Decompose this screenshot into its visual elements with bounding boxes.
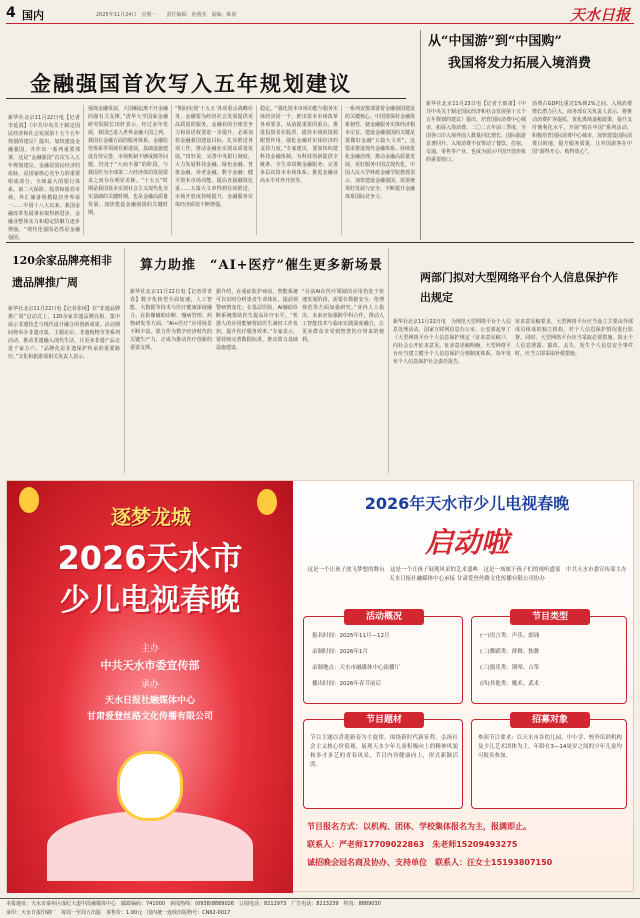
column-divider bbox=[341, 105, 342, 235]
article1-column-2: 强现金融发展，大国崛起离不开金融的强有力支撑。”清华大学国家金融研究院院长田轩表示，经过多年发展，我国已进入世界金融大国之列，我国在金融方面的服务体系、金融监管体系等领域有新进展。基础设施建设有待完善，市场机制不够成熟等问题。仍处于“大而不强”的阶段，与我国作为全球第二大经济体的发展要求之间存在明显差距。“十五五”时期是我国基本实现社会主义现代化夯实基础的关键时期，也是金融高质量发展、加快建设金融强国的关键时期。 bbox=[88, 106, 169, 216]
article4-headline: 两部门拟对大型网络平台个人信息保护作出规定 bbox=[420, 271, 618, 304]
program-type-row: (一)语言类：声乐、朗诵 bbox=[480, 633, 540, 639]
article1-rule bbox=[6, 98, 406, 99]
organizer-label: 承办 bbox=[140, 680, 159, 690]
column-divider bbox=[388, 248, 389, 473]
lantern-decoration bbox=[19, 487, 39, 513]
activity-overview-row: 录制时间：2026年1月 bbox=[312, 649, 368, 655]
article2-headline: 120余家品牌亮相非遗品牌推广周 bbox=[12, 254, 112, 289]
program-types-title: 节目类型 bbox=[510, 609, 590, 625]
contact-line-1: 联系人：严老师17709022863 朱老师15209493275 bbox=[307, 840, 518, 849]
masthead bbox=[6, 4, 634, 24]
activity-overview-row: 录制地点：天水市融媒体中心演播厅 bbox=[312, 665, 401, 671]
date-line: 2025年11月24日 星期一 责任编辑：孙燕杰 版编：陈娟 bbox=[96, 12, 237, 18]
article1-column-5: 一系列安排部署着金融强国建设的关键核心。中国要保持金融体系韧性，使金融服务实体经济根本宗旨。建设金融强国的关键是要做好金融“五篇大文章”，这要求推进现代金融体系、持续优化金融治理，推动金融高质量发展，更好服务中国式现代化。中国人民大学财政金融学院教授表示，加快建设金融强国，需要统筹好发展与安全，不断提升金融体系国际竞争力。 bbox=[345, 106, 416, 200]
kickoff-banner: 启动啦 bbox=[424, 526, 509, 559]
column-divider bbox=[171, 105, 172, 235]
article3-column-3: “目前AI在医疗领域的应用仍处于快速发展阶段，需要在数据安全、伦理规范等方面加强研究。”业内人士指出，未来应加强跨学科合作，推动人工智能技术与临床实践深度融合，让更多群众享受到智慧医疗带来的便利。 bbox=[302, 289, 384, 343]
program-theme-body: 节目主题以喜迎新春为主旋律，围绕新时代新征程，弘扬社会主义核心价值观，展现天水少年儿童积极向上的精神风貌和多才多艺的青春风采，节目内容健康向上，形式新颖活泼。 bbox=[310, 735, 458, 768]
article4-column-1: 新华社北京11月22日电 为规范大型网络平台个人信息处理活动，国家互联网信息办公室、公安部起草了《大型网络平台个人信息保护规定（征求意见稿）》，向社会公开征求意见。征求意见稿明确，大型网络平台应当建立健全个人信息保护合规制度体系，每年发布个人信息保护社会责任报告。 bbox=[393, 319, 511, 365]
gala-key-visual bbox=[7, 481, 293, 893]
footer-line-2: 承印：天水日报印刷厂 每周一至周五出版 零售价：1.00元 国内统一连续出版物号：CN62-0017 bbox=[6, 910, 231, 916]
organizer-name-2: 甘肃爱登丝路文化传播有限公司 bbox=[86, 712, 213, 722]
activity-overview-box bbox=[303, 612, 463, 704]
article1-column-1: 新华社北京11月22日电【记者李延霞】《中共中央关于制定国民经济和社会发展第十五个五年规划的建议》提出，加快建设金融强国。并作出一系列重要部署。这是“金融强国”首次写入五年规划建议。金融是国民经济的血脉，是国家核心竞争力的重要组成部分。全球最大的银行体系，第二大保险、股票和债券市场，外汇储备规模稳居世界第一……中国十八大以来，我国金融改革发展事业取得新进步，金融业整体实力和稳定防御力逐步增强。“现代化强国必然是金融强国。 bbox=[8, 115, 80, 241]
gala-title-year: 2026天水市 bbox=[57, 539, 243, 577]
footer-line-1: 本报地址：天水市秦州区成纪大道中段融媒体中心 邮政编码：741000 新闻热线：(0938)8889026 订阅电话：8212973 广告电话：8213239 传真：8889030 bbox=[6, 901, 381, 907]
kids-gala-advertisement bbox=[6, 480, 634, 892]
article1-right-column-2: 消费占GDP比重达1%到2%之间，入境消费增长潜力巨大。商务部有关负责人表示，将推动消费扩容提质，优化离境退税政策，提升支付便利化水平，开展“购在中国”系列活动。积极培育国际消费中心城市，加快建设国际消费目的地，提升服务质量，让外国游客在中国“游得开心、购得放心”。 bbox=[532, 101, 633, 155]
article1-right-headline: 从“中国游”到“中国购” bbox=[428, 34, 562, 49]
lantern-decoration bbox=[257, 489, 277, 515]
article4-column-2: 征求意见稿要求，大型网络平台应当设立主要由外部成员组成的独立机构，对个人信息保护情况进行监督。同时，大型网络平台应当采取必要措施，防止个人信息泄露、篡改、丢失，发生个人信息安全事件时，应当立即采取补救措施。 bbox=[515, 319, 633, 357]
host-label: 主办 bbox=[140, 644, 159, 654]
column-divider bbox=[420, 30, 421, 240]
article1-right-subheadline: 我国将发力拓展入境消费 bbox=[448, 56, 592, 71]
article3-column-1: 新华社北京11月22日电【记者常青春】数字化转型全面加速，人工智能、大数据等技术与医疗健康深度融合。在影像辅助诊断、慢病管理、药物研发等方面，“AI+医疗”应用场景不断丰富。算力作为数字经济时代的关键生产力，正成为推动医疗创新的重要支撑。 bbox=[130, 289, 212, 351]
article2-body: 新华社北京11月22日电【记者张纯】在“非遗品牌推广周”启动式上，120余家非遗品牌亮相，集中展示非遗技艺与现代设计融合的创新成果。活动期间将举办非遗市集、主题论坛、非遗购物节等系列活动，推动非遗融入现代生活，让更多非遗产品走进千家万户。“品牌化是非遗保护传承的重要路径。”文化和旅游部相关负责人表示。 bbox=[8, 306, 120, 360]
host-name: 中共天水市委宣传部 bbox=[100, 659, 200, 672]
column-divider bbox=[83, 105, 84, 235]
program-type-row: (四)其他类：魔术、武术 bbox=[480, 681, 540, 687]
article1-headline: 金融强国首次写入五年规划建议 bbox=[30, 71, 352, 96]
gala-slogan: 逐梦龙城 bbox=[111, 505, 191, 529]
section-name: 国内 bbox=[22, 9, 44, 22]
organizer-name-1: 天水日报社融媒体中心 bbox=[104, 696, 195, 706]
column-divider bbox=[256, 105, 257, 235]
program-theme-title: 节目题材 bbox=[344, 712, 424, 728]
activity-overview-title: 活动概况 bbox=[344, 609, 424, 625]
poster-intro: 这是一个让孩子放飞梦想的舞台 这是一个让孩子展现风采的艺术盛典 这是一场属于孩子们的视听盛宴 中共天水市委宣传部主办 天水日报社融媒体中心承接 甘肃爱登丝路文化传播有限公司协办 bbox=[307, 567, 627, 582]
activity-overview-row: 报名时间：2025年11月—12月 bbox=[312, 633, 390, 639]
article1-column-3: “期间实现‘十五五’各项重点战略任务，金融要为经济社会发展提供更高质量的服务。金融业的全球竞争力和话语权要进一步提升，必须加快金融强国建设目标，扎实推进各项工作，推动金融业实现高质量发展。”田轩说。完善中央银行制度，大力发展科技金融、绿色金融、普惠金融、养老金融、数字金融；健全资本市场功能，提高直接融资比重……五篇大文章得到有效推进，市场开放度持续提升，金融服务实体经济质效不断增强。 bbox=[175, 106, 253, 208]
program-types-box bbox=[471, 612, 627, 704]
recruitment-body: 参演节目要求：以天水市各幼儿园、中小学、校外培训机构及少儿艺术团体为主，年龄在3—14周岁之间的少年儿童均可报名参加。 bbox=[478, 735, 622, 759]
page-number: 4 bbox=[6, 5, 16, 21]
article1-column-4: 稳定。“强化资本市场功能与服务实体经济同一个，推出资本市场改革各项要求，从前提重要的重点，推进投资者在股票、债券市场的资源配置作用，强化金融对实体经济的支持力度。”专家建议，要加快构建科技金融体制，为科技创新提供全链条、全生命周期金融服务；完善多层次资本市场体系；推进金融业高水平对外开放等。 bbox=[260, 106, 338, 184]
contact-line-2: 诚招晚会冠名商及协办、支持单位 联系人：汪女士15193807150 bbox=[307, 858, 553, 867]
recruitment-title: 招募对象 bbox=[510, 712, 590, 728]
signup-info: 节目报名方式：以机构、团体、学校集体报名为主，报满即止。 bbox=[307, 822, 531, 831]
gala-title-name: 少儿电视春晚 bbox=[60, 583, 240, 618]
article3-headline: 算力助推 “AI+医疗”催生更多新场景 bbox=[140, 258, 384, 273]
poster-title: 2026年天水市少儿电视春晚 bbox=[364, 494, 570, 513]
recruitment-box bbox=[471, 715, 627, 809]
article3-column-2: 据介绍，在重症监护病房，智能系统可以实时分析患者生命体征，提前预警病情变化；在基层医院，AI辅助诊断系统帮助医生提高诊疗水平。“机器人的应用能够帮助医生减轻工作负担，提升医疗服务效率。”专家表示，要持续完善数据标准，推动算力基础设施建设。 bbox=[216, 289, 298, 351]
activity-overview-row: 播出时间：2026年春节前后 bbox=[312, 681, 381, 687]
column-divider bbox=[124, 248, 125, 473]
article1-right-column-1: 新华社北京11月23日电【记者王雨萧】《中共中央关于制定国民经济和社会发展第十五个五年规划的建议》提出，培育国际消费中心城市，拓展入境消费。二〇二五年前三季度，全国各口岸入境外国人数量同比增长，国际旅游显著回升。入境消费不仅带动了餐饮、住宿、交通、零售等产业，也成为展示中国开放形象的重要窗口。 bbox=[426, 101, 527, 163]
program-theme-box bbox=[303, 715, 463, 809]
newspaper-logo: 天水日报 bbox=[569, 6, 630, 24]
section-rule bbox=[6, 242, 634, 243]
program-type-row: (三)器乐类：钢琴、古筝 bbox=[480, 665, 540, 671]
program-type-row: (二)舞蹈类：群舞、独舞 bbox=[480, 649, 540, 655]
newspaper-footer bbox=[0, 898, 640, 918]
mascot-illustration bbox=[117, 751, 183, 821]
stage-illustration bbox=[47, 811, 253, 881]
